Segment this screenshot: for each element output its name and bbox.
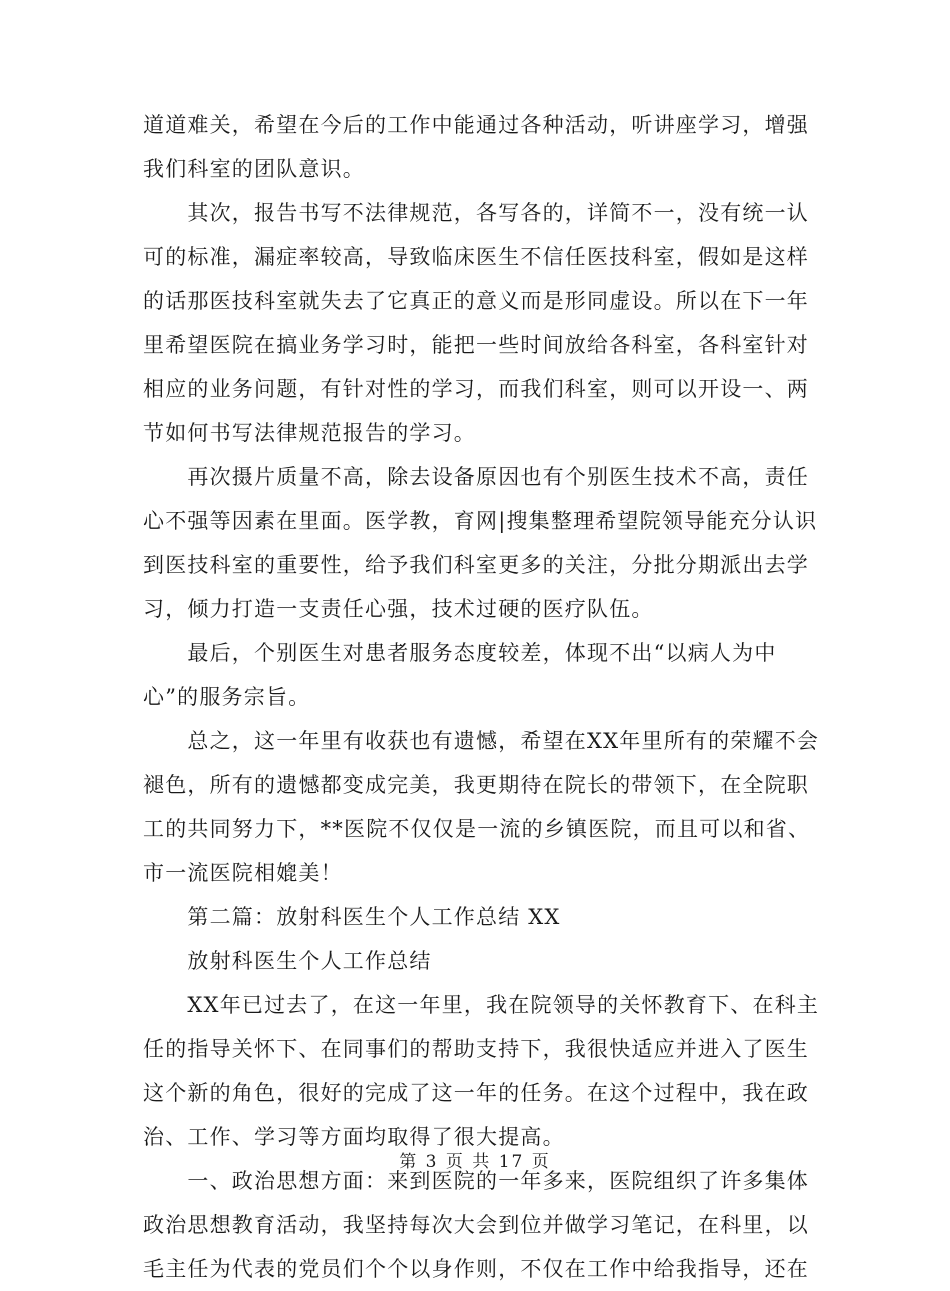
- text-line: 褪色，所有的遗憾都变成完美，我更期待在院长的带领下，在全院职: [143, 773, 809, 797]
- text-line: 任的指导关怀下、在同事们的帮助支持下，我很快适应并进入了医生: [143, 1037, 809, 1061]
- text-line: 道道难关，希望在今后的工作中能通过各种活动，听讲座学习，增强: [143, 113, 809, 137]
- text-line: 这个新的角色，很好的完成了这一年的任务。在这个过程中，我在政: [143, 1081, 809, 1105]
- text-line: 再次摄片质量不高，除去设备原因也有个别医生技术不高，责任: [143, 465, 809, 489]
- text-line: XX年已过去了，在这一年里，我在院领导的关怀教育下、在科主: [143, 993, 820, 1017]
- text-line: 政治思想教育活动，我坚持每次大会到位并做学习笔记，在科里，以: [143, 1213, 809, 1237]
- section-heading: 第二篇：放射科医生个人工作总结 XX: [143, 905, 561, 929]
- text-line: 节如何书写法律规范报告的学习。: [143, 421, 476, 445]
- text-line: 工的共同努力下，**医院不仅仅是一流的乡镇医院，而且可以和省、: [143, 817, 811, 841]
- text-line: 治、工作、学习等方面均取得了很大提高。: [143, 1125, 565, 1149]
- text-line: 其次，报告书写不法律规范，各写各的，详简不一，没有统一认: [143, 201, 809, 225]
- text-line: 心”的服务宗旨。: [143, 685, 311, 709]
- page-number: 第 3 页 共 17 页: [399, 1152, 551, 1172]
- text-line: 相应的业务问题，有针对性的学习，而我们科室，则可以开设一、两: [143, 377, 809, 401]
- text-line: 习，倾力打造一支责任心强，技术过硬的医疗队伍。: [143, 597, 654, 621]
- text-line: 可的标准，漏症率较高，导致临床医生不信任医技科室，假如是这样: [143, 245, 809, 269]
- text-line: 总之，这一年里有收获也有遗憾，希望在XX年里所有的荣耀不会: [143, 729, 820, 753]
- text-line: 的话那医技科室就失去了它真正的意义而是形同虚设。所以在下一年: [143, 289, 809, 313]
- text-line: 市一流医院相媲美！: [143, 861, 343, 885]
- text-line: 我们科室的团队意识。: [143, 157, 365, 181]
- text-line: 毛主任为代表的党员们个个以身作则，不仅在工作中给我指导，还在: [143, 1257, 809, 1281]
- text-line: 到医技科室的重要性，给予我们科室更多的关注，分批分期派出去学: [143, 553, 809, 577]
- text-line: 最后，个别医生对患者服务态度较差，体现不出“以病人为中: [143, 641, 777, 665]
- text-line: 一、政治思想方面：来到医院的一年多来，医院组织了许多集体: [143, 1169, 809, 1193]
- section-subheading: 放射科医生个人工作总结: [143, 949, 432, 973]
- text-line: 心不强等因素在里面。医学教，育网|搜集整理希望院领导能充分认识: [143, 509, 818, 533]
- text-line: 里希望医院在搞业务学习时，能把一些时间放给各科室，各科室针对: [143, 333, 809, 357]
